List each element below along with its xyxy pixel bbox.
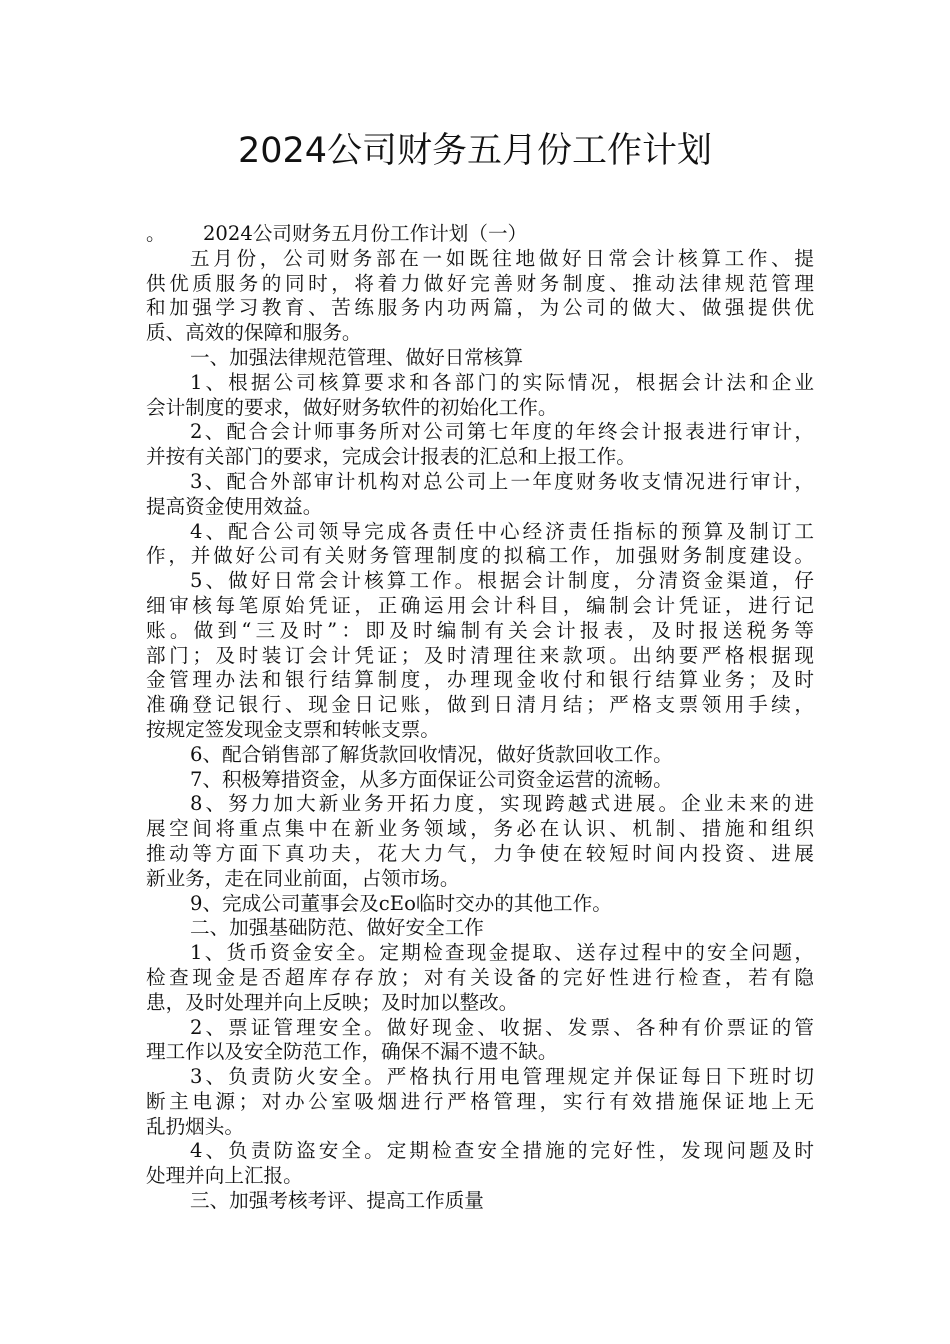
text-line: 2、票证管理安全。做好现金、收据、发票、各种有价票证的管 (190, 1015, 814, 1039)
text-line: 并按有关部门的要求，完成会计报表的汇总和上报工作。 (146, 445, 636, 469)
text-line: 准确登记银行、现金日记账，做到日清月结；严格支票领用手续， (146, 693, 814, 717)
text-line: 5、做好日常会计核算工作。根据会计制度，分清资金渠道，仔 (190, 569, 814, 593)
text-line: 一、加强法律规范管理、做好日常核算 (190, 345, 524, 369)
text-line: 1、货币资金安全。定期检查现金提取、送存过程中的安全问题， (190, 941, 814, 965)
text-line: 1、根据公司核算要求和各部门的实际情况，根据会计法和企业 (190, 370, 814, 394)
text-line: 供优质服务的同时，将着力做好完善财务制度、推动法律规范管理 (146, 271, 814, 295)
text-line: 会计制度的要求，做好财务软件的初始化工作。 (146, 395, 558, 419)
text-line: 8、努力加大新业务开拓力度，实现跨越式进展。企业未来的进 (190, 792, 814, 816)
text-line: 五月份，公司财务部在一如既往地做好日常会计核算工作、提 (190, 246, 814, 270)
text-line: 4、配合公司领导完成各责任中心经济责任指标的预算及制订工 (190, 519, 814, 543)
text-line: 质、高效的保障和服务。 (146, 321, 362, 345)
text-line: 。 2024公司财务五月份工作计划（一） (146, 222, 528, 245)
text-line: 细审核每笔原始凭证，正确运用会计科目，编制会计凭证，进行记 (146, 593, 814, 617)
text-line: 6、配合销售部了解货款回收情况，做好货款回收工作。 (190, 742, 673, 766)
text-line: 推动等方面下真功夫，花大力气，力争使在较短时间内投资、进展 (146, 841, 814, 865)
text-line: 7、积极筹措资金，从多方面保证公司资金运营的流畅。 (190, 767, 673, 791)
text-line: 患，及时处理并向上反映；及时加以整改。 (146, 990, 519, 1014)
text-line: 新业务，走在同业前面，占领市场。 (146, 866, 460, 890)
text-line: 金管理办法和银行结算制度，办理现金收付和银行结算业务；及时 (146, 668, 814, 692)
text-line: 处理并向上汇报。 (146, 1164, 303, 1188)
text-line: 账。做到“三及时”：即及时编制有关会计报表，及时报送税务等 (146, 618, 814, 642)
text-line: 4、负责防盗安全。定期检查安全措施的完好性，发现问题及时 (190, 1139, 814, 1163)
text-line: 部门；及时装订会计凭证；及时清理往来款项。出纳要严格根据现 (146, 643, 814, 667)
text-line: 和加强学习教育、苦练服务内功两篇，为公司的做大、做强提供优 (146, 296, 814, 320)
text-line: 断主电源；对办公室吸烟进行严格管理，实行有效措施保证地上无 (146, 1089, 814, 1113)
document-title: 2024公司财务五月份工作计划 (237, 131, 713, 171)
text-line: 2、配合会计师事务所对公司第七年度的年终会计报表进行审计， (190, 420, 814, 444)
text-line: 二、加强基础防范、做好安全工作 (190, 916, 484, 940)
text-line: 三、加强考核考评、提高工作质量 (190, 1189, 484, 1213)
text-line: 3、配合外部审计机构对总公司上一年度财务收支情况进行审计， (190, 469, 814, 493)
text-line: 9、完成公司董事会及cEo临时交办的其他工作。 (190, 891, 612, 915)
text-line: 作，并做好公司有关财务管理制度的拟稿工作，加强财务制度建设。 (146, 544, 814, 568)
text-line: 展空间将重点集中在新业务领域，务必在认识、机制、措施和组织 (146, 817, 814, 841)
text-line: 按规定签发现金支票和转帐支票。 (146, 717, 440, 741)
text-line: 理工作以及安全防范工作，确保不漏不遗不缺。 (146, 1040, 558, 1064)
text-line: 3、负责防火安全。严格执行用电管理规定并保证每日下班时切 (190, 1065, 814, 1089)
text-line: 检查现金是否超库存存放；对有关设备的完好性进行检查，若有隐 (146, 965, 814, 989)
document-body (146, 222, 814, 1214)
text-line: 乱扔烟头。 (146, 1114, 244, 1138)
text-line: 提高资金使用效益。 (146, 494, 323, 518)
